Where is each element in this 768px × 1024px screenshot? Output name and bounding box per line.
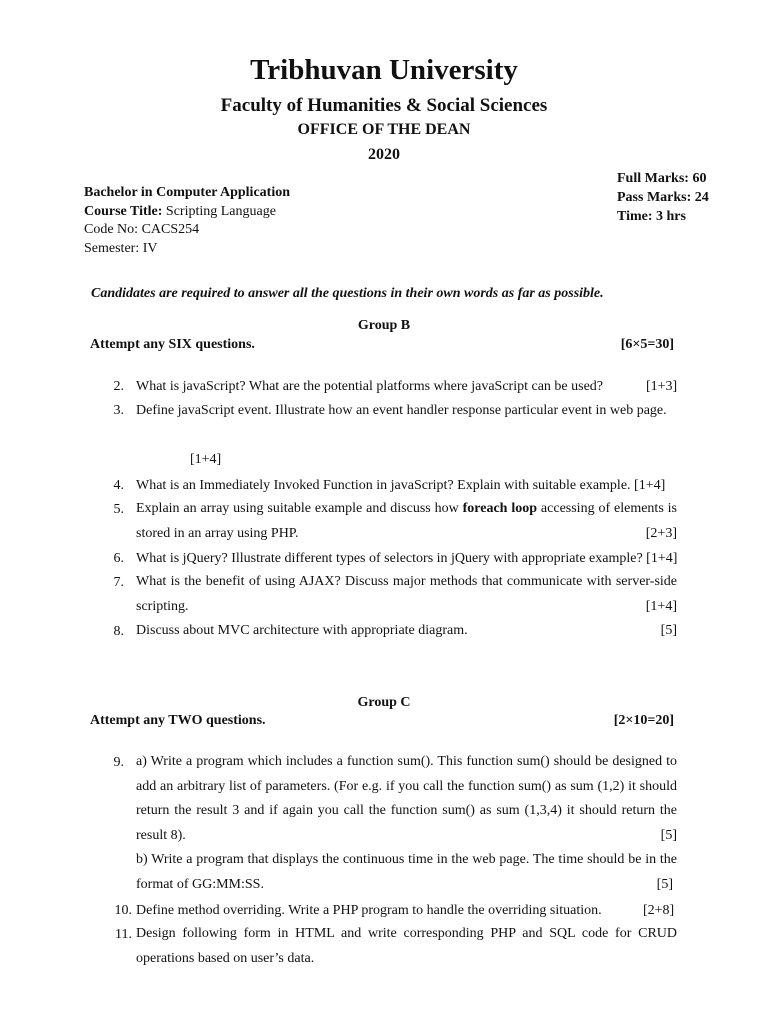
question-line [136,922,677,947]
question-text: return the result 3 and if again you call the function sum() as sum (1,3,4) it should return the [136,803,677,818]
question-line [136,570,677,595]
question-line [136,497,677,522]
semester-label: Semester: [84,241,140,256]
question-number: 9. [113,755,124,770]
program-name: Bachelor in Computer Application [84,185,291,200]
question-text: result 8). [136,827,186,843]
group-c-marks: [2×10=20] [613,713,674,728]
question-marks: [5] [660,623,677,638]
group-b-title: Group B [357,318,411,333]
question-marks: [5] [660,827,677,843]
question-marks: [1+4] [190,452,222,467]
question-line [136,775,677,800]
question-block [136,497,677,546]
question-number: 11. [115,927,132,942]
course-title-value: Scripting Language [165,204,276,219]
question-text: What is javaScript? What are the potential platforms where javaScript can be used? [136,379,604,394]
question-text: accessing of elements is [537,501,677,516]
semester-line [84,241,158,257]
question-block [136,570,677,619]
question-number: 8. [113,624,124,639]
question-number: 3. [113,403,124,418]
question-marks: [5] [656,876,673,892]
question-text: Explain an array using suitable example and discuss how [136,501,463,516]
question-text: b) Write a program that displays the continuous time in the web page. The time should be in the [136,852,677,867]
question-marks: [2+8] [643,903,675,918]
question-line [136,619,677,644]
question-number: 10. [114,903,132,918]
full-marks: Full Marks: 60 [617,171,707,186]
question-text: scripting. [136,598,189,614]
course-code-line [84,222,199,238]
question-line [136,873,677,898]
question-number: 2. [113,379,124,394]
question-keyword: foreach loop [462,501,538,516]
exam-year: 2020 [368,146,400,163]
office-title: OFFICE OF THE DEAN [297,121,471,138]
university-title: Tribhuvan University [250,54,518,86]
question-text: What is jQuery? Illustrate different types of selectors in jQuery with appropriate example? [1+4] [136,551,678,566]
pass-marks: Pass Marks: 24 [617,190,709,205]
group-b-attempt: Attempt any SIX questions. [90,337,255,352]
question-text: What is an Immediately Invoked Function in javaScript? Explain with suitable example. [1+4] [136,478,666,493]
question-text: a) Write a program which includes a function sum(). This function sum() should be designed to [136,754,677,769]
instructions: Candidates are required to answer all the questions in their own words as far as possible. [91,286,604,301]
question-text: Define method overriding. Write a PHP program to handle the overriding situation. [136,903,602,918]
semester-value: IV [142,241,158,256]
exam-time: Time: 3 hrs [617,209,686,224]
question-text: Define javaScript event. Illustrate how an event handler response particular event in web page. [136,403,667,418]
question-text: stored in an array using PHP. [136,525,299,541]
question-block [136,922,677,971]
question-line [136,595,677,620]
group-c-title: Group C [357,695,411,710]
question-number: 6. [113,551,124,566]
group-b-marks: [6×5=30] [620,337,674,352]
faculty-title: Faculty of Humanities & Social Sciences [220,95,548,116]
question-block [136,750,677,897]
question-number: 4. [113,478,124,493]
question-marks: [1+3] [646,379,678,394]
question-line [136,522,677,547]
question-line [136,799,677,824]
question-text: add an arbitrary list of parameters. (For e.g. if you call the function sum() as sum (1,2) it should [136,778,677,794]
question-text: What is the benefit of using AJAX? Discuss major methods that communicate with server-side [136,574,677,589]
question-text: operations based on user’s data. [136,950,315,966]
question-block [136,619,677,644]
question-text: Discuss about MVC architecture with appropriate diagram. [136,623,468,638]
question-line [136,750,677,775]
question-line [136,824,677,849]
course-title-line [84,204,276,220]
question-text: format of GG:MM:SS. [136,876,264,892]
question-line [136,947,677,972]
question-marks: [1+4] [645,598,677,614]
course-title-label: Course Title: [84,204,163,219]
question-number: 5. [113,502,124,517]
question-marks: [2+3] [645,525,677,541]
question-text: Design following form in HTML and write corresponding PHP and SQL code for CRUD [136,926,677,941]
course-code-label: Code No: [84,222,139,237]
question-line [136,848,677,873]
question-number: 7. [113,575,124,590]
group-c-attempt: Attempt any TWO questions. [90,713,266,728]
course-code-value: CACS254 [141,222,200,237]
